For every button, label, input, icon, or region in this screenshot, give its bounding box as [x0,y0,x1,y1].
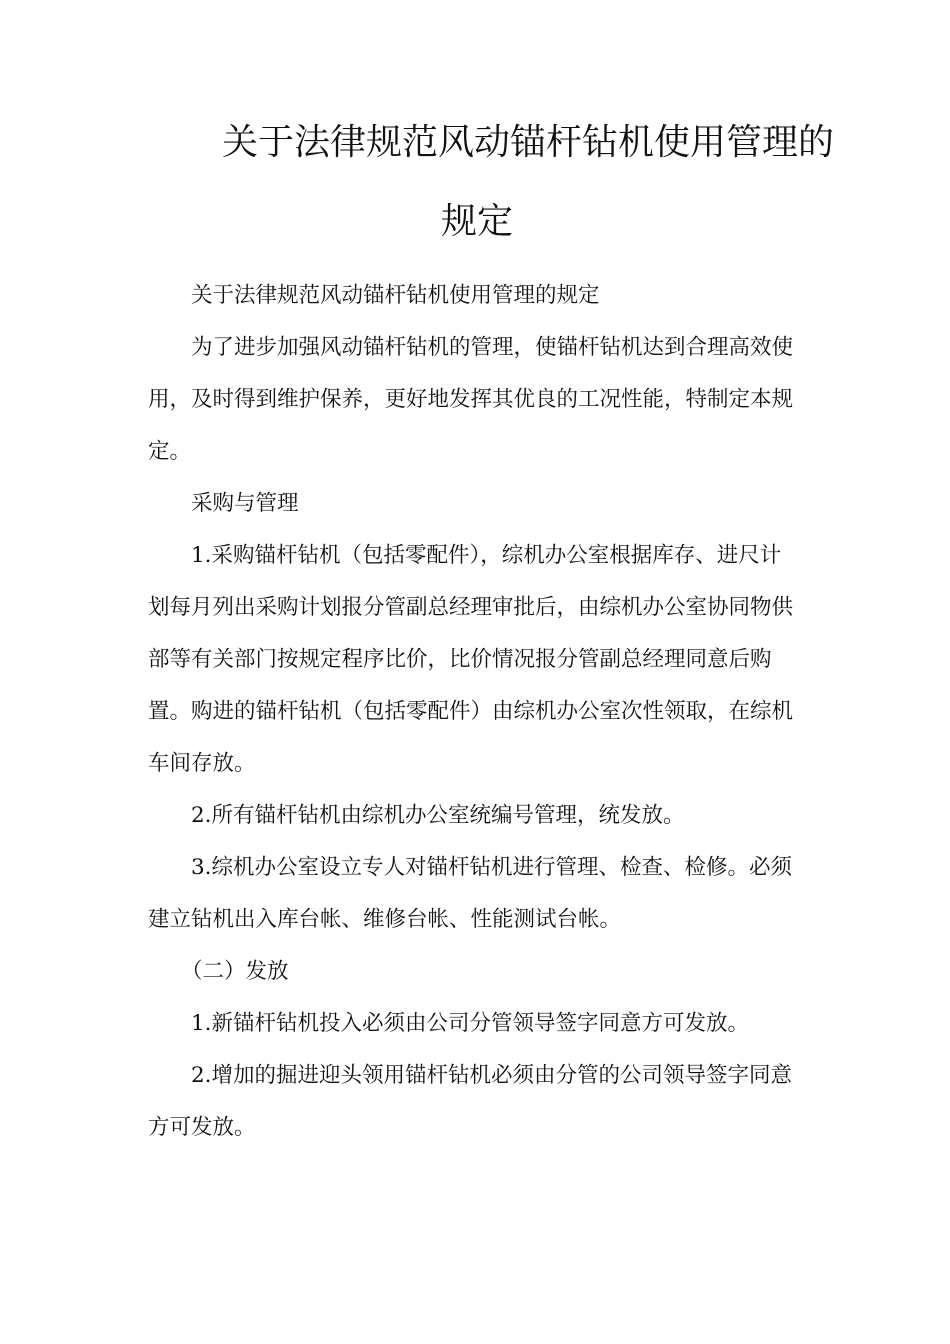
section-heading-distribution: （二）发放 [181,959,289,984]
paragraph-item-3: 3.综机办公室设立专人对锚杆钻机进行管理、检查、检修。必须建立钻机出入库台帐、维修台帐、性能测试台帐。 [148,855,793,932]
paragraph-distribution-1: 1.新锚杆钻机投入必须由公司分管领导签字同意方可发放。 [191,1011,750,1036]
paragraph-purpose: 为了进步加强风动锚杆钻机的管理，使锚杆钻机达到合理高效使用，及时得到维护保养，更好地发挥其优良的工况性能，特制定本规定。 [148,335,794,464]
paragraph-subtitle: 关于法律规范风动锚杆钻机使用管理的规定 [191,283,600,308]
document-body [148,270,800,1154]
paragraph-distribution-2: 2.增加的掘进迎头领用锚杆钻机必须由分管的公司领导签字同意方可发放。 [148,1063,793,1140]
paragraph-item-2: 2.所有锚杆钻机由综机办公室统编号管理，统发放。 [191,803,685,828]
document-title-line-2: 规定 [441,201,514,242]
section-heading-procurement: 采购与管理 [191,491,299,516]
document-title-line-1: 关于法律规范风动锚杆钻机使用管理的 [222,122,835,163]
paragraph-item-1: 1.采购锚杆钻机（包括零配件），综机办公室根据库存、进尺计划每月列出采购计划报分管副总经理审批后，由综机办公室协同物供部等有关部门按规定程序比价，比价情况报分管副总经理同意后购置。购进的锚杆钻机（包括零配件）由综机办公室次性领取，在综机车间存放。 [148,543,794,776]
